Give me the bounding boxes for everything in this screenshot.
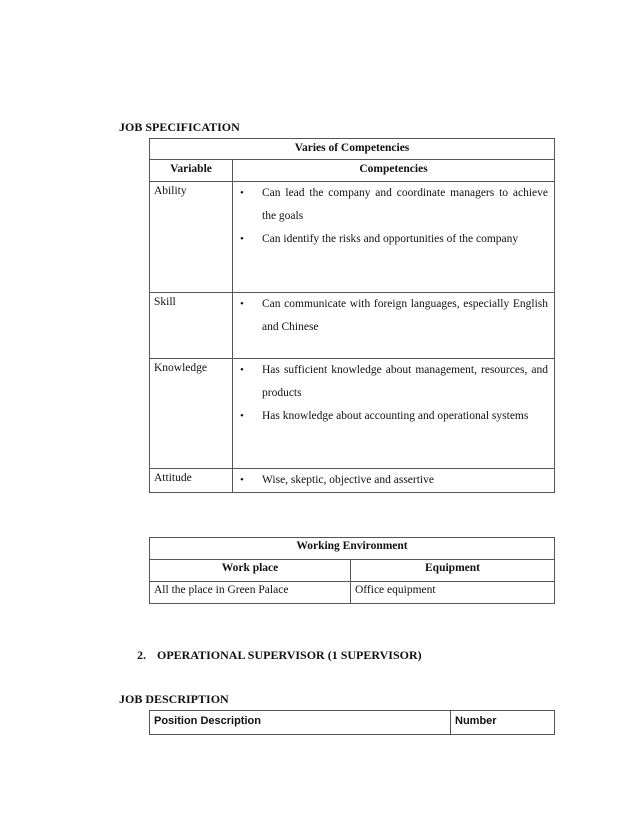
column-header-position-description: Position Description xyxy=(150,711,451,735)
competency-item: • Can communicate with foreign languages, especially English and Chinese xyxy=(233,293,548,339)
column-header-equipment: Equipment xyxy=(351,560,555,582)
working-environment-table xyxy=(149,537,555,604)
competencies-cell xyxy=(233,293,555,359)
work-place-cell: All the place in Green Palace xyxy=(150,582,351,604)
column-header-number: Number xyxy=(451,711,555,735)
competencies-cell xyxy=(233,359,555,469)
competencies-table xyxy=(149,138,555,493)
competency-item: • Can identify the risks and opportunities of the company xyxy=(233,228,548,251)
competencies-table-title: Varies of Competencies xyxy=(150,139,555,160)
section-number: 2. xyxy=(137,648,146,662)
competency-item: • Can lead the company and coordinate managers to achieve the goals xyxy=(233,182,548,228)
table-row xyxy=(150,182,555,293)
table-row xyxy=(150,469,555,493)
table-row xyxy=(150,582,555,604)
table-row xyxy=(150,359,555,469)
section-heading xyxy=(137,648,422,663)
table-row xyxy=(150,293,555,359)
variable-cell: Attitude xyxy=(150,469,233,493)
working-environment-title: Working Environment xyxy=(150,538,555,560)
competency-item: • Wise, skeptic, objective and assertive xyxy=(233,469,548,492)
competencies-cell xyxy=(233,469,555,493)
variable-cell: Ability xyxy=(150,182,233,293)
equipment-cell: Office equipment xyxy=(351,582,555,604)
job-description-heading: JOB DESCRIPTION xyxy=(119,692,229,706)
variable-cell: Knowledge xyxy=(150,359,233,469)
competency-item: • Has sufficient knowledge about management, resources, and products xyxy=(233,359,548,405)
competency-item: • Has knowledge about accounting and operational systems xyxy=(233,405,548,428)
column-header-competencies: Competencies xyxy=(233,160,555,182)
job-specification-heading: JOB SPECIFICATION xyxy=(119,120,240,134)
column-header-work-place: Work place xyxy=(150,560,351,582)
job-description-table xyxy=(149,710,555,735)
section-title: OPERATIONAL SUPERVISOR (1 SUPERVISOR) xyxy=(157,648,422,662)
competencies-cell xyxy=(233,182,555,293)
variable-cell: Skill xyxy=(150,293,233,359)
column-header-variable: Variable xyxy=(150,160,233,182)
